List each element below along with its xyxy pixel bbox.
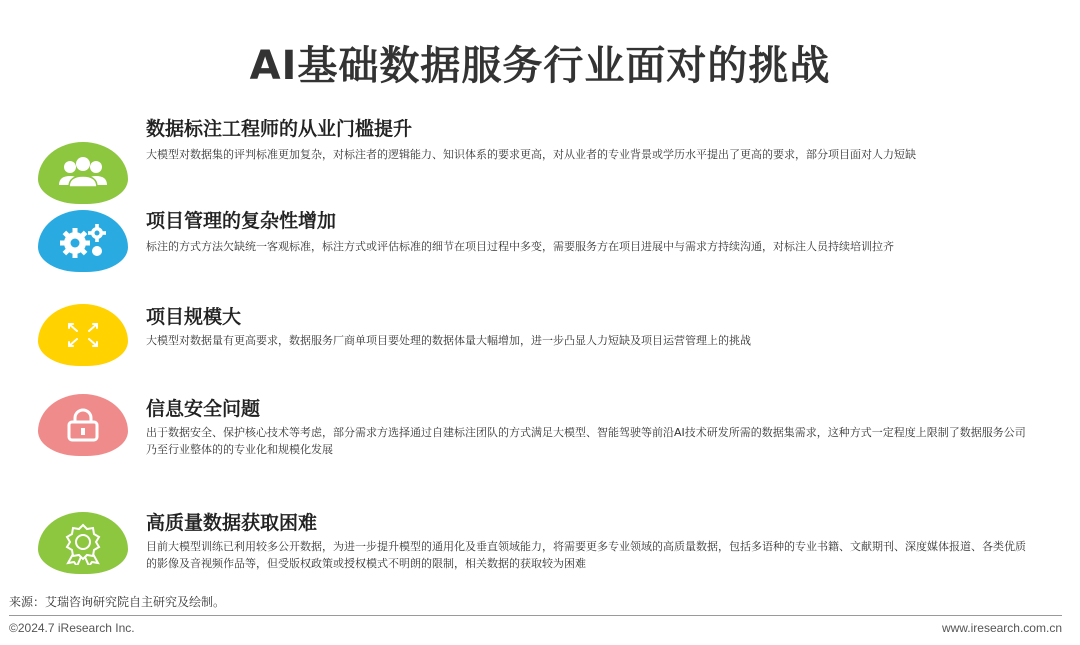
challenge-description: 标注的方式方法欠缺统一客观标准，标注方式或评估标准的细节在项目过程中多变，需要服务方在项目进展中与需求方持续沟通，对标注人员持续培训拉齐	[146, 240, 894, 253]
challenge-heading: 数据标注工程师的从业门槛提升	[146, 118, 413, 140]
challenge-badge	[38, 304, 128, 366]
challenge-description: 目前大模型训练已利用较多公开数据，为进一步提升模型的通用化及垂直领域能力，将需要更多专业领域的高质量数据，包括多语种的专业书籍、文献期刊、深度媒体报道、各类优质的影像及音视频作品等，但受版权政策或授权模式不明朗的限制，相关数据的获取较为困难	[146, 540, 1026, 570]
challenge-badge	[38, 512, 128, 574]
challenge-heading: 信息安全问题	[146, 398, 261, 420]
challenge-description: 大模型对数据集的评判标准更加复杂，对标注者的逻辑能力、知识体系的要求更高，对从业者的专业背景或学历水平提出了更高的要求，部分项目面对人力短缺	[146, 148, 916, 161]
website-link[interactable]: www.iresearch.com.cn	[941, 621, 1062, 635]
award-icon	[53, 521, 113, 565]
challenge-heading: 高质量数据获取困难	[146, 512, 318, 534]
footer-divider	[9, 615, 1062, 616]
lock-icon	[53, 403, 113, 447]
copyright: ©2024.7 iResearch Inc.	[9, 621, 135, 635]
challenge-description: 出于数据安全、保护核心技术等考虑，部分需求方选择通过自建标注团队的方式满足大模型、智能驾驶等前沿AI技术研发所需的数据集需求，这种方式一定程度上限制了数据服务公司乃至行业整体的的专业化和规模化发展	[146, 426, 1026, 456]
source-note: 来源：艾瑞咨询研究院自主研究及绘制。	[9, 595, 226, 609]
gears-icon	[53, 219, 113, 263]
people-icon	[53, 151, 113, 195]
expand-arrows-icon	[53, 313, 113, 357]
challenge-badge	[38, 210, 128, 272]
challenge-description: 大模型对数据量有更高要求，数据服务厂商单项目要处理的数据体量大幅增加，进一步凸显人力短缺及项目运营管理上的挑战	[146, 334, 751, 347]
challenge-badge	[38, 394, 128, 456]
challenge-badge	[38, 142, 128, 204]
challenge-heading: 项目管理的复杂性增加	[146, 210, 337, 232]
challenge-heading: 项目规模大	[146, 306, 242, 328]
page-title: AI基础数据服务行业面对的挑战	[249, 43, 831, 89]
